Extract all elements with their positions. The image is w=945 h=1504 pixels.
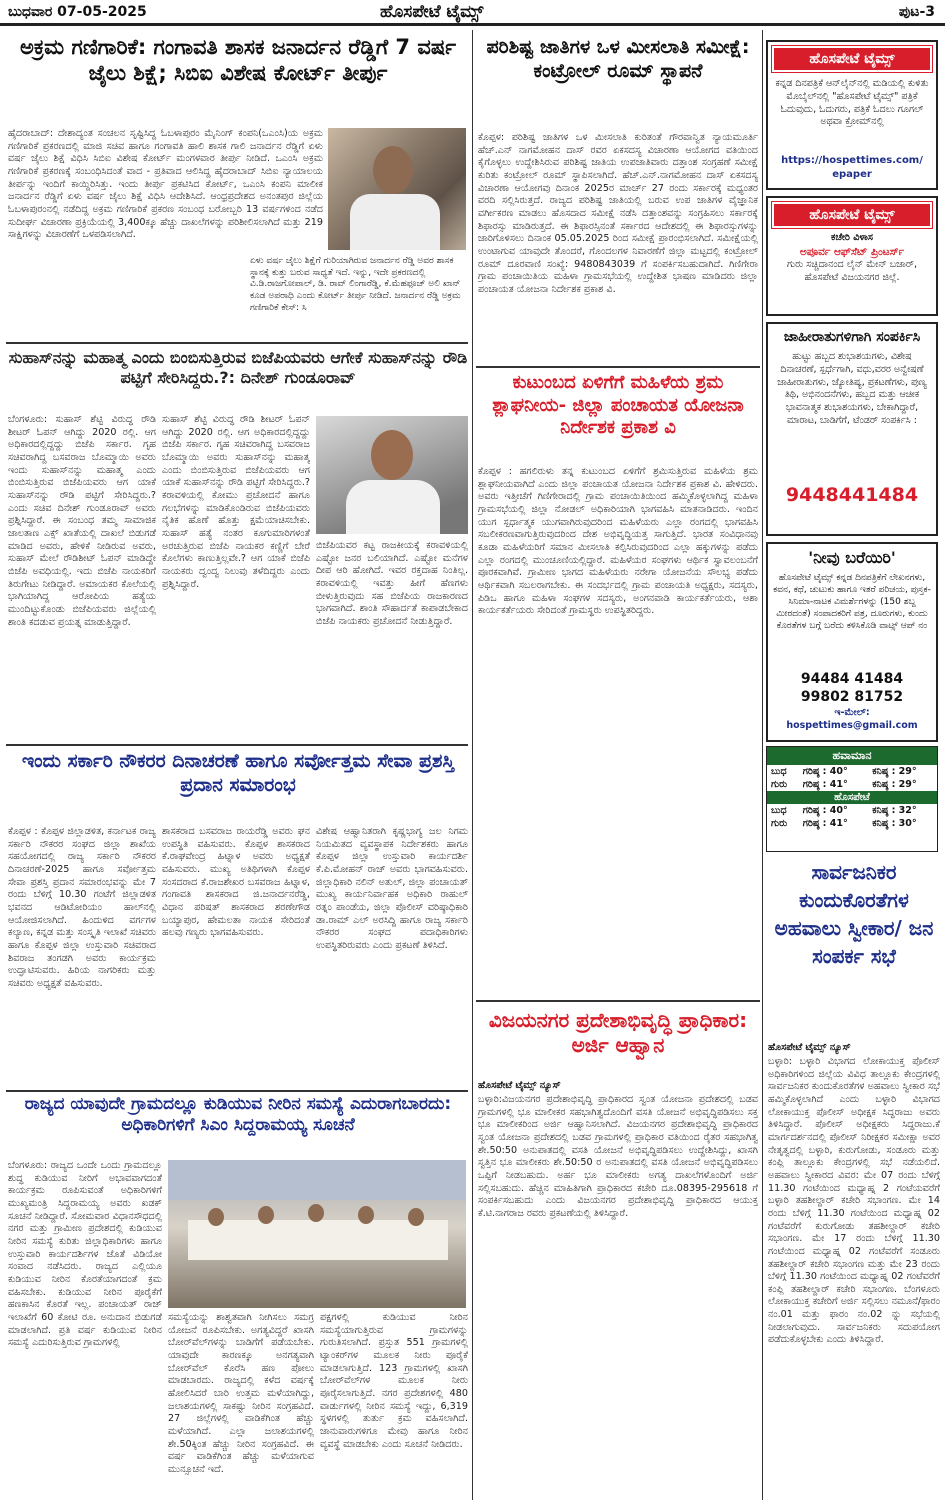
article-body: ಪಕ್ಷಗಳಲ್ಲಿ ಕುಡಿಯುವ ನೀರಿನ ಸಮಸ್ಯೆಯಾಗುತ್ತಿರುವ ಗ್ರಾಮಗಳನ್ನು ಗುರುತಿಸಲಾಗಿದೆ. ಪ್ರಸ್ತುತ 551 ಗ್ರಾಮಗಳಲ್ಲಿ ಟ್ಯಾಂಕರ್‌ಗಳ ಮೂಲಕ ನೀರು ಪೂರೈಕೆ ಮಾಡಲಾಗುತ್ತಿದೆ. 123 ಗ್ರಾಮಗಳಲ್ಲಿ ಖಾಸಗಿ ಬೋರ್‌ವೆಲ್‌ಗಳ ಮೂಲಕ ನೀರು ಪೂರೈಸಲಾಗುತ್ತಿದೆ. ನಗರ ಪ್ರದೇಶಗಳಲ್ಲಿ 480 ವಾರ್ಡುಗಳಲ್ಲಿ ನೀರಿನ ಸಮಸ್ಯೆ ಇದ್ದು, 6,319 ಸ್ಥಳಗಳಲ್ಲಿ ತುರ್ತು ಕ್ರಮ ವಹಿಸಲಾಗಿದೆ. ಜಾನುವಾರುಗಳಿಗೂ ಮೇವು ಹಾಗೂ ನೀರಿನ ವ್ಯವಸ್ಥೆ ಮಾಡಬೇಕು ಎಂದು ಸೂಚನೆ ನೀಡಿದರು. (320, 1312, 468, 1450)
divider (6, 744, 468, 746)
address-text: ಗುರು ಸಚ್ಚಿದಾನಂದ ಲೈನ್ ಮೇನ್ ಬಜಾರ್, ಹೊಸಪೇಟೆ ವಿಜಯನಗರ ಜಿಲ್ಲೆ. (786, 258, 918, 283)
phone-number[interactable]: 9448441484 (785, 483, 919, 506)
ad-text: ಕನ್ನಡ ದಿನಪತ್ರಿಕೆ ಆನ್‌ಲೈನ್‌ನಲ್ಲಿ ಮಡಿಯಲ್ಲಿ ಕುಳಿತು ಮೊಬೈಲ್‌ನಲ್ಲಿ "ಹೊಸಪೇಟೆ ಟೈಮ್ಸ್" ಪತ್ರಿಕೆ ಓದುವುದು, ಓದುಗರು, ಪತ್ರಿಕೆ ಓದಲು ಗೂಗಲ್ ಅಥವಾ ಕ್ರೋಮ್‌ನಲ್ಲಿ (775, 78, 929, 128)
ad-office-address (766, 196, 938, 316)
article-headline: ಸಾರ್ವಜನಿಕರ ಕುಂದುಕೊರತೆಗಳ ಅಹವಾಲು ಸ್ವೀಕಾರ/ ಜನ ಸಂಪರ್ಕ ಸಭೆ (774, 860, 934, 968)
weather-max: ಗರಿಷ್ಠ : 40° (802, 805, 848, 816)
website-link[interactable]: https://hospettimes.com/ (781, 155, 923, 166)
article-body: ಬೆಂಗಳೂರು: ಸುಹಾಸ್ ಶೆಟ್ಟಿ ವಿರುದ್ಧ ರೌಡಿ ಶೀಟರ್ ಓಪನ್ ಆಗಿದ್ದು 2020 ರಲ್ಲಿ. ಆಗ ಅಧಿಕಾರದಲ್ಲಿದ್ದದ್ದು ಬಿಜೆಪಿ ಸರ್ಕಾರ. ಗೃಹ ಸಚಿವರಾಗಿದ್ದ ಬಸವರಾಜ ಬೊಮ್ಮಾಯಿ ಅವರು ಇಂದು ಸುಹಾಸ್‌ನನ್ನು ಮಹಾತ್ಮ ಎಂದು ಬಿಂಬಿಸುತ್ತಿರುವ ಬಿಜೆಪಿಯವರು ಆಗ ಯಾಕೆ ಸುಹಾಸ್‌ನನ್ನು ರೌಡಿ ಪಟ್ಟಿಗೆ ಸೇರಿಸಿದ್ದರು.? ಎಂದು ಸಚಿವ ದಿನೇಶ್ ಗುಂಡೂರಾವ್ ಅವರು ಪ್ರಶ್ನಿಸಿದ್ದಾರೆ. ಈ ಸಂಬಂಧ ತಮ್ಮ ಸಾಮಾಜಿಕ ಜಾಲತಾಣ ಎಕ್ಸ್ ಖಾತೆಯಲ್ಲಿ ದಾಖಲೆ ಬಿಡುಗಡೆ ಮಾಡಿದ ಅವರು, ಹೇಳಿಕೆ ನೀಡಿರುವ ಅವರು, ಸುಹಾಸ್ ಮೇಲೆ ರೌಡಿಶೀಟ್ ಓಪನ್ ಮಾಡಿದ್ದೇ ಬಿಜೆಪಿ ಅವಧಿಯಲ್ಲಿ. ಇದು ಬಿಜೆಪಿ ನಾಯಕರಿಗೆ ತಿರುಗೇಟು ನೀಡಿದ್ದಾರೆ. ಅಮಾಯಕರ ಕೊಲೆಯಲ್ಲಿ ಭಾಗಿಯಾಗಿದ್ದ ಆರೋಪಿಯ ಹತ್ಯೆಯ ಮುಂದಿಟ್ಟುಕೊಂಡು ಬಿಜೆಪಿಯವರು ಜಿಲ್ಲೆಯಲ್ಲಿ ಶಾಂತಿ ಕದಡುವ ಪ್ರಯತ್ನ ಮಾಡುತ್ತಿದ್ದಾರೆ. (8, 414, 156, 628)
article-body: ವಿಶೇಷ ಆಹ್ವಾನಿತರಾಗಿ ಕೃಷ್ಣಭಾಗ್ಯ ಜಲ ನಿಗಮ ನಿಯಮಿತದ ವ್ಯವಸ್ಥಾಪಕ ನಿರ್ದೇಶಕರು ಹಾಗೂ ಕೊಪ್ಪಳ ಜಿಲ್ಲಾ ಉಸ್ತುವಾರಿ ಕಾರ್ಯದರ್ಶಿ ಕೆ.ಪಿ.ಮೋಹನ್ ರಾಜ್ ಅವರು ಭಾಗವಹಿಸುವರು. ಜಿಲ್ಲಾಧಿಕಾರಿ ನಲಿನ್ ಅತುಲ್, ಜಿಲ್ಲಾ ಪಂಚಾಯತ್ ಮುಖ್ಯ ಕಾರ್ಯನಿರ್ವಾಹಕ ಅಧಿಕಾರಿ ರಾಹುಲ್ ರತ್ನಂ ಪಾಂಡೆಯ, ಜಿಲ್ಲಾ ಪೊಲೀಸ್ ವರಿಷ್ಠಾಧಿಕಾರಿ ಡಾ.ರಾಮ್ ಎಲ್ ಅರಸಿದ್ದಿ ಹಾಗೂ ರಾಜ್ಯ ಸರ್ಕಾರಿ ನೌಕರರ ಸಂಘದ ಪದಾಧಿಕಾರಿಗಳು ಉಪಸ್ಥಿತರಿರುವರು ಎಂದು ಪ್ರಕಟಣೆ ತಿಳಿಸಿದೆ. (316, 826, 468, 951)
weather-day: ಬುಧ (771, 766, 787, 777)
article-body: ಹೈದರಾಬಾದ್: ದೇಶಾದ್ಯಂತ ಸಂಚಲನ ಸೃಷ್ಟಿಸಿದ್ದ ಓಬಳಾಪುರಂ ಮೈನಿಂಗ್ ಕಂಪನಿ(ಒಎಂಸಿ)ಯ ಅಕ್ರಮ ಗಣಿಗಾರಿಕೆ ಪ್ರಕರಣದಲ್ಲಿ ಮಾಜಿ ಸಚಿವ ಹಾಗೂ ಗಂಗಾವತಿ ಹಾಲಿ ಶಾಸಕ ಗಾಲಿ ಜನಾರ್ದನ ರೆಡ್ಡಿಗೆ ಏಳು ವರ್ಷ ಜೈಲು ಶಿಕ್ಷೆ ವಿಧಿಸಿ ಸಿಬಿಐ ವಿಶೇಷ ಕೋರ್ಟ್ ಮಂಗಳವಾರ ತೀರ್ಪು ನೀಡಿದೆ. ಒಎಂಸಿ ಅಕ್ರಮ ಗಣಿಗಾರಿಕೆ ಪ್ರಕರಣಕ್ಕೆ ಸಂಬಂಧಿಸಿದಂತೆ ವಾದ - ಪ್ರತಿವಾದ ಆಲಿಸಿದ್ದ ಹೈದರಾಬಾದ್ ಸಿಬಿಐ ನ್ಯಾಯಾಲಯ ತೀರ್ಪನ್ನು ಇಂದಿಗೆ ಕಾಯ್ದಿರಿಸಿತ್ತು. ಇಂದು ತೀರ್ಪು ಪ್ರಕಟಿಸಿದ ಕೋರ್ಟ್, ಒಎಂಸಿ ಕಂಪನಿ ಮಾಲೀಕ ಜನಾರ್ದನ ರೆಡ್ಡಿಗೆ ಏಳು ವರ್ಷ ಜೈಲು ಶಿಕ್ಷೆ ವಿಧಿಸಿ ಆದೇಶಿಸಿದೆ. ಆಂಧ್ರಪ್ರದೇಶದ ಅನಂತಪುರ ಜಿಲ್ಲೆಯ ಓಬಳಾಪುರಂನಲ್ಲಿ ನಡೆದಿದ್ದ ಅಕ್ರಮ ಗಣಿಗಾರಿಕೆ ಪ್ರಕರಣ ಸಂಬಂಧ ಬರೋಬ್ಬರಿ 13 ವರ್ಷಗಳಿಂದ ನಡೆದ ಸುದೀರ್ಘ ವಿಚಾರಣಾ ಪ್ರಕ್ರಿಯೆಯಲ್ಲಿ 3,400ಕ್ಕೂ ಹೆಚ್ಚು ದಾಖಲೆಗಳನ್ನು ಪರಿಶೀಲಿಸಲಾಗಿದೆ ಮತ್ತು 219 ಸಾಕ್ಷಿಗಳನ್ನು ವಿಚಾರಣೆಗೆ ಒಳಪಡಿಸಲಾಗಿದೆ. (8, 128, 323, 241)
photo-dinesh-gundurao (316, 416, 468, 534)
weather-title: ಹವಾಮಾನ (767, 747, 937, 765)
ad-brand-banner: ಹೊಸಪೇಟೆ ಟೈಮ್ಸ್ (772, 202, 932, 228)
weather-box (766, 746, 938, 852)
ad-online-edition (766, 40, 938, 190)
email-address[interactable]: ಇ-ಮೇಲ್: hospettimes@gmail.com (786, 707, 918, 732)
divider (476, 366, 760, 368)
article-body: ಸುಹಾಸ್ ಶೆಟ್ಟಿ ವಿರುದ್ಧ ರೌಡಿ ಶೀಟರ್ ಓಪನ್ ಆಗಿದ್ದು 2020 ರಲ್ಲಿ. ಆಗ ಅಧಿಕಾರದಲ್ಲಿದ್ದದ್ದು ಬಿಜೆಪಿ ಸರ್ಕಾರ. ಗೃಹ ಸಚಿವರಾಗಿದ್ದ ಬಸವರಾಜ ಬೊಮ್ಮಾಯಿ ಅವರು ಸುಹಾಸ್‌ನನ್ನು ಮಹಾತ್ಮ ಎಂದು ಬಿಂಬಿಸುತ್ತಿರುವ ಬಿಜೆಪಿಯವರು ಆಗ ಯಾಕೆ ಸುಹಾಸ್‌ನನ್ನು ರೌಡಿ ಪಟ್ಟಿಗೆ ಸೇರಿಸಿದ್ದರು.? ಕರಾವಳಿಯಲ್ಲಿ ಕೋಮು ಪ್ರಚೋದನೆ ಹಾಗೂ ಗಲಭೆಗಳನ್ನು ಮಾಡಿಕೊಂಡಿರುವ ಬಿಜೆಪಿಯವರು ನೈತಿಕ ಹೊಣೆ ಹೊತ್ತು ಕ್ಷಮೆಯಾಚಿಸಬೇಕು. ಸುಹಾಸ್ ಹತ್ಯೆ ನಂತರ ಕೂಗುಮಾರಿಗಳಂತೆ ಅರಚುತ್ತಿರುವ ಬಿಜೆಪಿ ನಾಯಕರ ಕಣ್ಣಿಗೆ ಬೇರೆ ಕೊಲೆಗಳು ಕಾಣುತ್ತಿಲ್ಲವೇ.? ಆಗ ಯಾಕೆ ಬಿಜೆಪಿ ನಾಯಕರು ದ್ವಂದ್ವ ನಿಲುವು ತಳೆದಿದ್ದರು ಎಂದು ಪ್ರಶ್ನಿಸಿದ್ದಾರೆ. (162, 414, 310, 590)
whatsapp-number[interactable]: 94484 41484 (800, 670, 904, 687)
article-body: ಬಿಜೆಪಿಯವರ ಕಟ್ಟ ರಾಜಕೀಯಕ್ಕೆ ಕರಾವಳಿಯಲ್ಲಿ ಎಷ್ಟೋ ಜನರ ಬಲಿಯಾಗಿದೆ. ಎಷ್ಟೋ ಮನೆಗಳ ದೀಪ ಆರಿ ಹೋಗಿದೆ. ಇವರ ರಕ್ತದಾಹ ನಿಂತಿಲ್ಲ. ಕರಾವಳಿಯಲ್ಲಿ ಇವತ್ತು ಹೀಗೆ ಹೆಣಗಳು ಬೀಳುತ್ತಿರುವುದು ಸಹ ಬಿಜೆಪಿಯ ರಾಜಕಾರಣದ ಭಾಗವಾಗಿದೆ. ಶಾಂತಿ ಸೌಹಾರ್ದತೆ ಕಾಪಾಡಬೇಕಾದ ಬಿಜೆಪಿ ನಾಯಕರು ಪ್ರಚೋದನೆ ನೀಡುತ್ತಿದ್ದಾರೆ. (316, 540, 468, 627)
weather-max: ಗರಿಷ್ಠ : 41° (802, 779, 848, 790)
weather-day: ಗುರು (771, 818, 788, 829)
weather-table (767, 804, 937, 830)
newspaper-title: ಹೊಸಪೇಟೆ ಟೈಮ್ಸ್ (380, 2, 484, 22)
byline: ಹೊಸಪೇಟೆ ಟೈಮ್ಸ್ ನ್ಯೂಸ್ (768, 1042, 851, 1053)
article-headline: ಸುಹಾಸ್‌ನನ್ನು ಮಹಾತ್ಮ ಎಂದು ಬಿಂಬಿಸುತ್ತಿರುವ ಬಿಜೆಪಿಯವರು ಆಗೇಕೆ ಸುಹಾಸ್‌ನನ್ನು ರೌಡಿ ಪಟ್ಟಿಗೆ ಸೇರಿಸಿದ್ದರು.?: ದಿನೇಶ್ ಗುಂಡೂರಾವ್ (8, 348, 468, 387)
address-heading: ಕಚೇರಿ ವಿಳಾಸ (831, 232, 873, 243)
weather-min: ಕನಿಷ್ಠ : 29° (872, 779, 917, 790)
weather-row (767, 817, 937, 830)
article-headline: ಪರಿಶಿಷ್ಟ ಜಾತಿಗಳ ಒಳ ಮೀಸಲಾತಿ ಸಮೀಕ್ಷೆ: ಕಂಟ್ರೋಲ್ ರೂಮ್ ಸ್ಥಾಪನೆ (486, 36, 750, 82)
weather-day: ಬುಧ (771, 805, 787, 816)
divider (6, 1090, 468, 1092)
weather-max: ಗರಿಷ್ಠ : 40° (802, 766, 848, 777)
photo-janardhana-reddy (328, 128, 466, 250)
byline: ಹೊಸಪೇಟೆ ಟೈಮ್ಸ್ ನ್ಯೂಸ್ (478, 1080, 561, 1091)
divider (476, 1000, 760, 1002)
article-body: ಕೊಪ್ಪಳ : ಹಗಲಿರುಳು ತನ್ನ ಕುಟುಂಬದ ಏಳಿಗೆಗೆ ಶ್ರಮಿಸುತ್ತಿರುವ ಮಹಿಳೆಯ ಶ್ರಮ ಶ್ಲಾಘನೀಯವಾಗಿದೆ ಎಂದು ಜಿಲ್ಲಾ ಪಂಚಾಯತ ಯೋಜನಾ ನಿರ್ದೇಶಕ ಪ್ರಕಾಶ ವಿ. ಹೇಳಿದರು. ಅವರು ಇತ್ತೀಚೆಗೆ ಗಿಣಿಗೇರಾದಲ್ಲಿ ಗ್ರಾಮ ಪಂಚಾಯಿತಿಯಿಂದ ಹಮ್ಮಿಕೊಳ್ಳಲಾಗಿದ್ದ ಮಹಿಳಾ ಗ್ರಾಮಸಭೆಯಲ್ಲಿ ಜಿಲ್ಲಾ ನೋಡಲ್ ಅಧಿಕಾರಿಯಾಗಿ ಭಾಗವಹಿಸಿ ಮಾತನಾಡಿದರು. ಇಂದಿನ ಯುಗ ಸ್ಪರ್ಧಾತ್ಮಕ ಯುಗವಾಗಿರುವುದರಿಂದ ಮಹಿಳೆಯರು ಎಲ್ಲಾ ರಂಗದಲ್ಲಿ ಭಾಗವಹಿಸಿ ಸಬಲೀಕರಣವಾಗುತ್ತಿರುವುದರಿಂದ ದೇಶ ಅಭಿವೃದ್ಧಿಯತ್ತ ಸಾಗುತ್ತಿದೆ. ಭಾರತ ಸಂವಿಧಾನವು ಕೂಡಾ ಮಹಿಳೆಯರಿಗೆ ಸಮಾನ ಮೀಸಲಾತಿ ಕಲ್ಪಿಸಿರುವುದರಿಂದ ಎಲ್ಲಾ ಹಕ್ಕುಗಳನ್ನು ಪಡೆದು ಎಲ್ಲಾ ರಂಗದಲ್ಲಿ ಮುಂಚೂಣಿಯಲ್ಲಿದ್ದಾರೆ. ಮಹಿಳೆಯರ ಸಂಘಗಳು ಆರ್ಥಿಕ ಸ್ವಾವಲಂಬನೆಗೆ ಪೂರಕವಾಗಿವೆ. ಗ್ರಾಮೀಣ ಭಾಗದ ಮಹಿಳೆಯರು ನರೇಗಾ ಯೋಜನೆಯ ಸೌಲಭ್ಯ ಪಡೆದು ಆರ್ಥಿಕವಾಗಿ ಸಬಲರಾಗಬೇಕು. ಈ ಸಂದರ್ಭದಲ್ಲಿ ಗ್ರಾಮ ಪಂಚಾಯತಿ ಅಧ್ಯಕ್ಷರು, ಸದಸ್ಯರು, ಪಿಡಿಒ ಹಾಗೂ ಮಹಿಳಾ ಸಂಘಗಳ ಸದಸ್ಯರು, ಅಂಗನವಾಡಿ ಕಾರ್ಯಕರ್ತೆಯರು, ಆಶಾ ಕಾರ್ಯಕರ್ತೆಯರು ಸೇರಿದಂತೆ ಗ್ರಾಮಸ್ಥರು ಉಪಸ್ಥಿತರಿದ್ದರು. (478, 466, 758, 617)
article-body: ಕೊಪ್ಪಳ: ಪರಿಶಿಷ್ಟ ಜಾತಿಗಳ ಒಳ ಮೀಸಲಾತಿ ಕುರಿತಂತೆ ಗೌರವಾನ್ವಿತ ನ್ಯಾಯಮೂರ್ತಿ ಹೆಚ್.ಎನ್ ನಾಗಮೋಹನ ದಾಸ್ ರವರ ಏಕಸದಸ್ಯ ವಿಚಾರಣಾ ಆಯೋಗದ ವತಿಯಿಂದ ಕೈಗೊಳ್ಳಲು ಉದ್ದೇಶಿಸಿರುವ ಪರಿಶಿಷ್ಟ ಜಾತಿಯ ಉಪಜಾತಿವಾರು ದತ್ತಾಂಶ ಸಂಗ್ರಹಣೆ ಸಮೀಕ್ಷೆ ಕುರಿತು ಕಂಟ್ರೋಲ್ ರೂಮ್ ಸ್ಥಾಪಿಸಲಾಗಿದೆ. ಹೆಚ್.ಎನ್.ನಾಗಮೋಹನ ದಾಸ್ ಏಕಸದಸ್ಯ ವಿಚಾರಣಾ ಆಯೋಗವು ದಿನಾಂಕ 2025ರ ಮಾರ್ಚ್ 27 ರಂದು ಸರ್ಕಾರಕ್ಕೆ ಮಧ್ಯಂತರ ವರದಿ ಸಲ್ಲಿಸಿರುತ್ತದೆ. ರಾಜ್ಯದ ಪರಿಶಿಷ್ಟ ಜಾತಿಯಲ್ಲಿ ಬರುವ ಉಪ ಜಾತಿಗಳ ವೈಜ್ಞಾನಿಕ ವರ್ಗೀಕರಣ ಮಾಡಲು ಹೊಸದಾದ ಸಮೀಕ್ಷೆ ನಡೆಸಿ ದತ್ತಾಂಶವನ್ನು ಸಂಗ್ರಹಿಸಲು ಸರ್ಕಾರಕ್ಕೆ ಶಿಫಾರಸ್ಸು ಮಾಡಿರುತ್ತದೆ. ಈ ಶಿಫಾರಸ್ಸಿನಂತೆ ಸರ್ಕಾರದ ಆದೇಶದಲ್ಲಿ ಈ ಶಿಫಾರಸ್ಸುಗಳನ್ನು ಜಾರಿಗೊಳಿಸಲು ದಿನಾಂಕ 05.05.2025 ರಿಂದ ಸಮೀಕ್ಷೆ ಪ್ರಾರಂಭಿಸಲಾಗಿದೆ. ಸಮೀಕ್ಷೆಯಲ್ಲಿ ಉಂಟಾಗುವ ಯಾವುದೇ ತೊಂದರೆ, ಗೊಂದಲಗಳ ನಿವಾರಣೆಗೆ ಜಿಲ್ಲಾ ಮಟ್ಟದಲ್ಲಿ ಕಂಟ್ರೋಲ್ ರೂಮ್ ದೂರವಾಣಿ ಸಂಖ್ಯೆ: 9480843039 ಗೆ ಸಂಪರ್ಕಿಸಬಹುದಾಗಿದೆ. ಗಿಣಿಗೇರಾ ಗ್ರಾಮ ಪಂಚಾಯಿತಿಯ ಮಹಿಳಾ ಗ್ರಾಮಸಭೆಯಲ್ಲಿ ಉದ್ದೇಶಿತ ಭಾಷಣ ಮಾಡಿದರು ಜಿಲ್ಲಾ ಪಂಚಾಯತ ಯೋಜನಾ ನಿರ್ದೇಶಕ ಪ್ರಕಾಶ ವಿ. (478, 132, 758, 295)
weather-table (767, 765, 937, 791)
article-headline: ರಾಜ್ಯದ ಯಾವುದೇ ಗ್ರಾಮದಲ್ಲೂ ಕುಡಿಯುವ ನೀರಿನ ಸಮಸ್ಯೆ ಎದುರಾಗಬಾರದು: ಅಧಿಕಾರಿಗಳಿಗೆ ಸಿಎಂ ಸಿದ್ದರಾಮಯ್ಯ ಸೂಚನೆ (24, 1094, 452, 1136)
weather-row (767, 765, 937, 778)
ad-text: ಹುಟ್ಟು ಹಬ್ಬದ ಶುಭಾಶಯಗಳು, ವಿಶೇಷ ದಿನಾಚರಣೆ, ಸ್ಪರ್ಧೆಗಾಗಿ, ವಧು,ವರರ ಅನ್ವೇಷಣೆ ಜಾಹೀರಾತುಗಳು, ಜ್ಯೋತಿಷ್ಯ, ಪ್ರಕಟಣೆಗಳು, ಪುಣ್ಯ ತಿಥಿ, ಅಭಿನಂದನೆಗಳು, ಹಬ್ಬದ ಮತ್ತು ಆಚೀಕ ಭಾವನಾತ್ಮಕ ಶುಭಾಶಯಗಳು, ಬೇಕಾಗಿದ್ದಾರೆ, ಮಾರಾಟ, ಬಾಡಿಗೆಗೆ, ಟೆಂಡರ್ ಸಂಪರ್ಕಿಸಿ : (777, 350, 927, 426)
article-body: ಬಳ್ಳಾರಿ: ಬಳ್ಳಾರಿ ವಿಭಾಗದ ಲೋಕಾಯುಕ್ತ ಪೊಲೀಸ್ ಅಧಿಕಾರಿಗಳಿಂದ ಜಿಲ್ಲೆಯ ವಿವಿಧ ತಾಲ್ಲೂಕು ಕೇಂದ್ರಗಳಲ್ಲಿ ಸಾರ್ವಜನಿಕರ ಕುಂದುಕೊರತೆಗಳ ಅಹವಾಲು ಸ್ವೀಕಾರ ಸಭೆ ಹಮ್ಮಿಕೊಳ್ಳಲಾಗಿದೆ ಎಂದು ಬಳ್ಳಾರಿ ವಿಭಾಗದ ಲೋಕಾಯುಕ್ತ ಪೊಲೀಸ್ ಅಧೀಕ್ಷಕ ಸಿದ್ಧರಾಜು ಅವರು ತಿಳಿಸಿದ್ದಾರೆ. ಪೊಲೀಸ್ ಅಧೀಕ್ಷಕರು ಸಿದ್ಧರಾಜು.ಕೆ ಮಾರ್ಗದರ್ಶನದಲ್ಲಿ ಪೊಲೀಸ್ ನಿರೀಕ್ಷಕರ ಸಮೀಕ್ಷಾ ಅವರ ನೇತೃತ್ವದಲ್ಲಿ ಬಳ್ಳಾರಿ, ಕುರುಗೋಡು, ಸಂಡೂರು ಮತ್ತು ಕಂಪ್ಲಿ ತಾಲ್ಲೂಕು ಕೇಂದ್ರಗಳಲ್ಲಿ ಸಭೆ ನಡೆಯಲಿದೆ. ಅಹವಾಲು ಸ್ವೀಕಾರದ ವಿವರ: ಮೇ 07 ರಂದು ಬೆಳಿಗ್ಗೆ 11.30 ಗಂಟೆಯಿಂದ ಮಧ್ಯಾಹ್ನ 2 ಗಂಟೆಯವರೆಗೆ ಬಳ್ಳಾರಿ ತಹಶೀಲ್ದಾರ್ ಕಚೇರಿ ಸಭಾಂಗಣ. ಮೇ 14 ರಂದು ಬೆಳಿಗ್ಗೆ 11.30 ಗಂಟೆಯಿಂದ ಮಧ್ಯಾಹ್ನ 02 ಗಂಟೆವರೆಗೆ ಕುರುಗೋಡು ತಹಶೀಲ್ದಾರ್ ಕಚೇರಿ ಸಭಾಂಗಣ. ಮೇ 17 ರಂದು ಬೆಳಿಗ್ಗೆ 11.30 ಗಂಟೆಯಿಂದ ಮಧ್ಯಾಹ್ನ 02 ಗಂಟೆವರೆಗೆ ಸಂಡೂರು ತಹಶೀಲ್ದಾರ್ ಕಚೇರಿ ಸಭಾಂಗಣ ಮತ್ತು ಮೇ 23 ರಂದು ಬೆಳಿಗ್ಗೆ 11.30 ಗಂಟೆಯಿಂದ ಮಧ್ಯಾಹ್ನ 02 ಗಂಟೆವರೆಗೆ ಕಂಪ್ಲಿ ತಹಶೀಲ್ದಾರ್ ಕಚೇರಿ ಸಭಾಂಗಣ. ಬೆಂಗಳೂರು ಲೋಕಾಯುಕ್ತ ಕಚೇರಿಗೆ ಅರ್ಜಿ ಸಲ್ಲಿಸಲು ನಮೂನೆ/ಫಾರಂ ನಂ.01 ಮತ್ತು ಫಾರಂ ನಂ.02 ನ್ನು ಸಭೆಯಲ್ಲಿ ನೀಡಲಾಗುವುದು. ಸಾರ್ವಜನಿಕರು ಸದುಪಯೋಗ ಪಡೆದುಕೊಳ್ಳಬೇಕು ಎಂದು ತಿಳಿಸಿದ್ದಾರೆ. (768, 1056, 940, 1346)
article-body: ಶಾಸಕರಾದ ಬಸವರಾಜ ರಾಯರೆಡ್ಡಿ ಅವರು ಘನ ಉಪಸ್ಥಿತಿ ವಹಿಸುವರು. ಕೊಪ್ಪಳ ಶಾಸಕರಾದ ಕೆ.ರಾಘವೇಂದ್ರ ಹಿಟ್ನಾಳ ಅವರು ಅಧ್ಯಕ್ಷತೆ ವಹಿಸುವರು. ಮುಖ್ಯ ಅತಿಥಿಗಳಾಗಿ ಕೊಪ್ಪಳ ಸಂಸದರಾದ ಕೆ.ರಾಜಶೇಖರ ಬಸವರಾಜ ಹಿಟ್ನಾಳ, ಗಂಗಾವತಿ ಶಾಸಕರಾದ ಜಿ.ಜನಾರ್ದನರೆಡ್ಡಿ, ವಿಧಾನ ಪರಿಷತ್ ಶಾಸಕರಾದ ಶರಣೇಗೌಡ ಬಯ್ಯಾಪುರ, ಹೇಮಲತಾ ನಾಯಕ ಸೇರಿದಂತೆ ಹಲವು ಗಣ್ಯರು ಭಾಗವಹಿಸುವರು. (162, 826, 310, 939)
article-headline: ಕುಟುಂಬದ ಏಳಿಗೆಗೆ ಮಹಿಳೆಯ ಶ್ರಮ ಶ್ಲಾಘನೀಯ- ಜಿಲ್ಲಾ ಪಂಚಾಯತ ಯೋಜನಾ ನಿರ್ದೇಶಕ ಪ್ರಕಾಶ ವಿ (492, 372, 744, 438)
article-body: ಸಮಸ್ಯೆಯನ್ನು ಶಾಶ್ವತವಾಗಿ ನೀಗಿಸಲು ಸಮಗ್ರ ಯೋಜನೆ ರೂಪಿಸಬೇಕು. ಅಗತ್ಯವಿದ್ದರೆ ಖಾಸಗಿ ಬೋರ್‌ವೆಲ್‌ಗಳನ್ನು ಬಾಡಿಗೆಗೆ ಪಡೆಯಬೇಕು. ಯಾವುದೇ ಕಾರಣಕ್ಕೂ ಅನಗತ್ಯವಾಗಿ ಬೋರ್‌ವೆಲ್ ಕೊರೆಸಿ ಹಣ ಪೋಲು ಮಾಡಬಾರದು. ರಾಜ್ಯದಲ್ಲಿ ಕಳೆದ ವರ್ಷಕ್ಕೆ ಹೋಲಿಸಿದರೆ ಬಾರಿ ಉತ್ತಮ ಮಳೆಯಾಗಿದ್ದು, ಜಲಾಶಯಗಳಲ್ಲಿ ಸಾಕಷ್ಟು ನೀರಿನ ಸಂಗ್ರಹವಿದೆ. 27 ಜಿಲ್ಲೆಗಳಲ್ಲಿ ವಾಡಿಕೆಗಿಂತ ಹೆಚ್ಚು ಮಳೆಯಾಗಿದೆ. ಎಲ್ಲಾ ಜಲಾಶಯಗಳಲ್ಲಿ ಶೇ.50ಕ್ಕಿಂತ ಹೆಚ್ಚು ನೀರಿನ ಸಂಗ್ರಹವಿದೆ. ಈ ವರ್ಷ ವಾಡಿಕೆಗಿಂತ ಹೆಚ್ಚು ಮಳೆಯಾಗುವ ಮುನ್ಸೂಚನೆ ಇದೆ. (168, 1312, 314, 1475)
weather-subtitle: ಹೊಸಪೇಟೆ (767, 791, 937, 804)
photo-cm-meeting (168, 1160, 466, 1308)
ad-advertising-contact (766, 322, 938, 536)
article-headline: ಅಕ್ರಮ ಗಣಿಗಾರಿಕೆ: ಗಂಗಾವತಿ ಶಾಸಕ ಜನಾರ್ದನ ರೆಡ್ಡಿಗೆ 7 ವರ್ಷ ಜೈಲು ಶಿಕ್ಷೆ; ಸಿಬಿಐ ವಿಶೇಷ ಕೋರ್ಟ್ ತೀರ್ಪು (20, 35, 456, 86)
weather-min: ಕನಿಷ್ಠ : 32° (872, 805, 917, 816)
weather-min: ಕನಿಷ್ಠ : 29° (872, 766, 917, 777)
column-rule (762, 30, 763, 1500)
article-body: ಕೊಪ್ಪಳ : ಕೊಪ್ಪಳ ಜಿಲ್ಲಾಡಳಿತ, ಕರ್ನಾಟಕ ರಾಜ್ಯ ಸರ್ಕಾರಿ ನೌಕರರ ಸಂಘದ ಜಿಲ್ಲಾ ಶಾಖೆಯ ಸಹಯೋಗದಲ್ಲಿ ರಾಜ್ಯ ಸರ್ಕಾರಿ ನೌಕರರ ದಿನಾಚರಣೆ-2025 ಹಾಗೂ ಸರ್ವೋತ್ತಮ ಸೇವಾ ಪ್ರಶಸ್ತಿ ಪ್ರದಾನ ಸಮಾರಂಭವನ್ನು ಮೇ 7 ರಂದು ಬೆಳಿಗ್ಗೆ 10.30 ಗಂಟೆಗೆ ಜಿಲ್ಲಾಡಳಿತ ಭವನದ ಆಡಿಟೋರಿಯಂ ಹಾಲ್‌ನಲ್ಲಿ ಆಯೋಜಿಸಲಾಗಿದೆ. ಹಿಂದುಳಿದ ವರ್ಗಗಳ ಕಲ್ಯಾಣ, ಕನ್ನಡ ಮತ್ತು ಸಂಸ್ಕೃತಿ ಇಲಾಖೆ ಸಚಿವರು ಹಾಗೂ ಕೊಪ್ಪಳ ಜಿಲ್ಲಾ ಉಸ್ತುವಾರಿ ಸಚಿವರಾದ ಶಿವರಾಜ ತಂಗಡಗಿ ಅವರು ಕಾರ್ಯಕ್ರಮ ಉದ್ಘಾಟಿಸುವರು. ಹಿರಿಯ ನಾಗರಿಕರು ಮತ್ತು ಸಚಿವರು ಅಧ್ಯಕ್ಷತೆ ವಹಿಸುವರು. (8, 826, 156, 989)
whatsapp-number[interactable]: 99802 81752 (800, 689, 904, 706)
masthead-bar (0, 0, 945, 26)
article-headline: ವಿಜಯನಗರ ಪ್ರದೇಶಾಭಿವೃದ್ಧಿ ಪ್ರಾಧಿಕಾರ: ಅರ್ಜಿ ಆಹ್ವಾನ (488, 1008, 748, 1057)
printer-name: ಅಪೂರ್ವ ಆಫ್‌ಸೆಟ್ ಪ್ರಿಂಟರ್ಸ್ (799, 245, 905, 258)
ad-text: ಹೊಸಪೇಟೆ ಟೈಮ್ಸ್ ಕನ್ನಡ ದಿನಪತ್ರಿಕೆಗೆ ಲೇಖನಗಳು, ಕವನ, ಕಥೆ, ಚುಟುಕು ಹಾಗೂ ಇತರೆ ಪರಿಚಯ, ಪುಸ್ತಕ- ಸಿನಿಮಾ-ನಾಟಕ ವಿಮರ್ಶೆಗಳನ್ನು (150 ಶಬ್ದ ಮೀರದಂತೆ) ಸಂಪಾದಕರಿಗೆ ಪತ್ರ, ದೂರುಗಳು, ಕುಂದು ಕೊರತೆಗಳ ಬಗ್ಗೆ ಬರೆದು ಕಳಿಸಿಕೊಡಿ ವಾಟ್ಸ್ ಆಪ್ ನಂ (773, 572, 931, 632)
issue-date: ಬುಧವಾರ 07-05-2025 (8, 4, 147, 20)
epaper-link[interactable]: epaper (832, 168, 872, 180)
column-rule (472, 30, 473, 1500)
article-body: ಬೆಂಗಳೂರು: ರಾಜ್ಯದ ಒಂದೇ ಒಂದು ಗ್ರಾಮದಲ್ಲೂ ಶುದ್ಧ ಕುಡಿಯುವ ನೀರಿಗೆ ಅಭಾವವಾಗದಂತೆ ಕಾರ್ಯಕ್ರಮ ರೂಪಿಸುವಂತೆ ಅಧಿಕಾರಿಗಳಿಗೆ ಮುಖ್ಯಮಂತ್ರಿ ಸಿದ್ದರಾಮಯ್ಯ ಅವರು ಖಡಕ್ ಸೂಚನೆ ನೀಡಿದ್ದಾರೆ. ಸೋಮವಾರ ವಿಧಾನಸೌಧದಲ್ಲಿ ನಗರ ಮತ್ತು ಗ್ರಾಮೀಣ ಪ್ರದೇಶದಲ್ಲಿ ಕುಡಿಯುವ ನೀರಿನ ಸಮಸ್ಯೆ ಕುರಿತು ಜಿಲ್ಲಾಧಿಕಾರಿಗಳು ಹಾಗೂ ಉಸ್ತುವಾರಿ ಕಾರ್ಯದರ್ಶಿಗಳ ಜೊತೆ ವಿಡಿಯೋ ಸಂವಾದ ನಡೆಸಿದರು. ರಾಜ್ಯದ ಎಲ್ಲಿಯೂ ಕುಡಿಯುವ ನೀರಿನ ಕೊರತೆಯಾಗದಂತೆ ಕ್ರಮ ವಹಿಸಬೇಕು. ಕುಡಿಯುವ ನೀರಿನ ಪೂರೈಕೆಗೆ ಹಣಕಾಸಿನ ಕೊರತೆ ಇಲ್ಲ. ಪಂಚಾಯತ್ ರಾಜ್ ಇಲಾಖೆಗೆ 60 ಕೋಟಿ ರೂ. ಅನುದಾನ ಬಿಡುಗಡೆ ಮಾಡಲಾಗಿದೆ. ಪ್ರತಿ ವರ್ಷ ಕುಡಿಯುವ ನೀರಿನ ಸಮಸ್ಯೆ ಎದುರಿಸುತ್ತಿರುವ ಗ್ರಾಮಗಳಲ್ಲಿ (8, 1160, 162, 1349)
ad-write-to-us (766, 542, 938, 742)
ad-title: 'ನೀವು ಬರೆಯಿರಿ' (808, 548, 896, 567)
photo-caption: ಏಳು ವರ್ಷ ಜೈಲು ಶಿಕ್ಷೆಗೆ ಗುರಿಯಾಗಿರುವ ಜನಾರ್ದನ ರೆಡ್ಡಿ ಅವರ ಶಾಸಕ ಸ್ಥಾನಕ್ಕೆ ಕುತ್ತು ಬರುವ ಸಾಧ್ಯತೆ ಇದೆ. ಇನ್ನು, ಇದೇ ಪ್ರಕರಣದಲ್ಲಿ ವಿ.ಡಿ.ರಾಜಗೋಪಾಲ್, ಡಿ. ರಾವ್ ಲಿಂಗಾರೆಡ್ಡಿ, ಕೆ.ಮೆಹಫೂಜ್ ಅಲಿ ಖಾನ್ ಕೂಡ ಅಪರಾಧಿ ಎಂದು ಕೋರ್ಟ್ ತೀರ್ಪು ನೀಡಿದೆ. ಜನಾರ್ದನ ರೆಡ್ಡಿ ಅಕ್ರಮ ಗಣಿಗಾರಿಕೆ ಕೇಸ್: ಸಿ (250, 256, 461, 313)
page-number: ಪುಟ-3 (898, 4, 935, 20)
ad-brand-banner: ಹೊಸಪೇಟೆ ಟೈಮ್ಸ್ (772, 46, 932, 72)
divider (6, 342, 468, 344)
ad-title: ಜಾಹೀರಾತುಗಳಿಗಾಗಿ ಸಂಪರ್ಕಿಸಿ (783, 329, 921, 345)
weather-day: ಗುರು (771, 779, 788, 790)
weather-row (767, 804, 937, 817)
article-body: ಬಳ್ಳಾರಿ:ವಿಜಯನಗರ ಪ್ರದೇಶಾಭಿವೃದ್ಧಿ ಪ್ರಾಧಿಕಾರದ ಸ್ವಂತ ಯೋಜನಾ ಪ್ರದೇಶದಲ್ಲಿ ಬಡವ ಗ್ರಾಮಗಳಲ್ಲಿ ಭೂ ಮಾಲೀಕರ ಸಹಭಾಗಿತ್ವದೊಂದಿಗೆ ವಸತಿ ಯೋಜನೆ ಅಭಿವೃದ್ಧಿಪಡಿಸಲು ಸಕ್ತ ಭೂ ಮಾಲೀಕರಿಂದ ಅರ್ಜಿ ಆಹ್ವಾನಿಸಲಾಗಿದೆ. ವಿಜಯನಗರ ಪ್ರದೇಶಾಭಿವೃದ್ಧಿ ಪ್ರಾಧಿಕಾರದ ಸ್ವಂತ ಯೋಜನಾ ಪ್ರದೇಶದಲ್ಲಿ ಬಡವ ಗ್ರಾಮಗಳಲ್ಲಿ ಪ್ರಾಧಿಕಾರ ವತಿಯಿಂದ ರೈತರ ಸಹಭಾಗಿತ್ವ ಶೇ.50:50 ಅನುಪಾತದಲ್ಲಿ ವಸತಿ ಯೋಜನೆ ಅಭಿವೃದ್ಧಿಪಡಿಸಲು ಉದ್ದೇಶಿಸಿದ್ದು, ಖಾಸಗಿ ಸ್ವತ್ತಿನ ಭೂ ಮಾಲೀಕರು ಶೇ.50:50 ರ ಅನುಪಾತದಲ್ಲಿ ವಸತಿ ಯೋಜನೆ ಅಭಿವೃದ್ಧಿಪಡಿಸಲು ಒಪ್ಪಿಗೆ ನೀಡಬಹುದು. ಅರ್ಹ ಭೂ ಮಾಲೀಕರು ಅಗತ್ಯ ದಾಖಲೆಗಳೊಂದಿಗೆ ಅರ್ಜಿ ಸಲ್ಲಿಸಬಹುದು. ಹೆಚ್ಚಿನ ಮಾಹಿತಿಗಾಗಿ ಪ್ರಾಧಿಕಾರದ ಕಚೇರಿ ದೂ.08395-295618 ಗೆ ಸಂಪರ್ಕಿಸಬಹುದು ಎಂದು ವಿಜಯನಗರ ಪ್ರದೇಶಾಭಿವೃದ್ಧಿ ಪ್ರಾಧಿಕಾರದ ಆಯುಕ್ತ ಕೆ.ಟಿ.ನಾಗರಾಜ ರವರು ಪ್ರಕಟಣೆಯಲ್ಲಿ ತಿಳಿಸಿದ್ದಾರೆ. (478, 1094, 758, 1219)
article-headline: ಇಂದು ಸರ್ಕಾರಿ ನೌಕರರ ದಿನಾಚರಣೆ ಹಾಗೂ ಸರ್ವೋತ್ತಮ ಸೇವಾ ಪ್ರಶಸ್ತಿ ಪ್ರದಾನ ಸಮಾರಂಭ (21, 750, 455, 796)
weather-row (767, 778, 937, 791)
weather-max: ಗರಿಷ್ಠ : 41° (802, 818, 848, 829)
weather-min: ಕನಿಷ್ಠ : 30° (872, 818, 917, 829)
